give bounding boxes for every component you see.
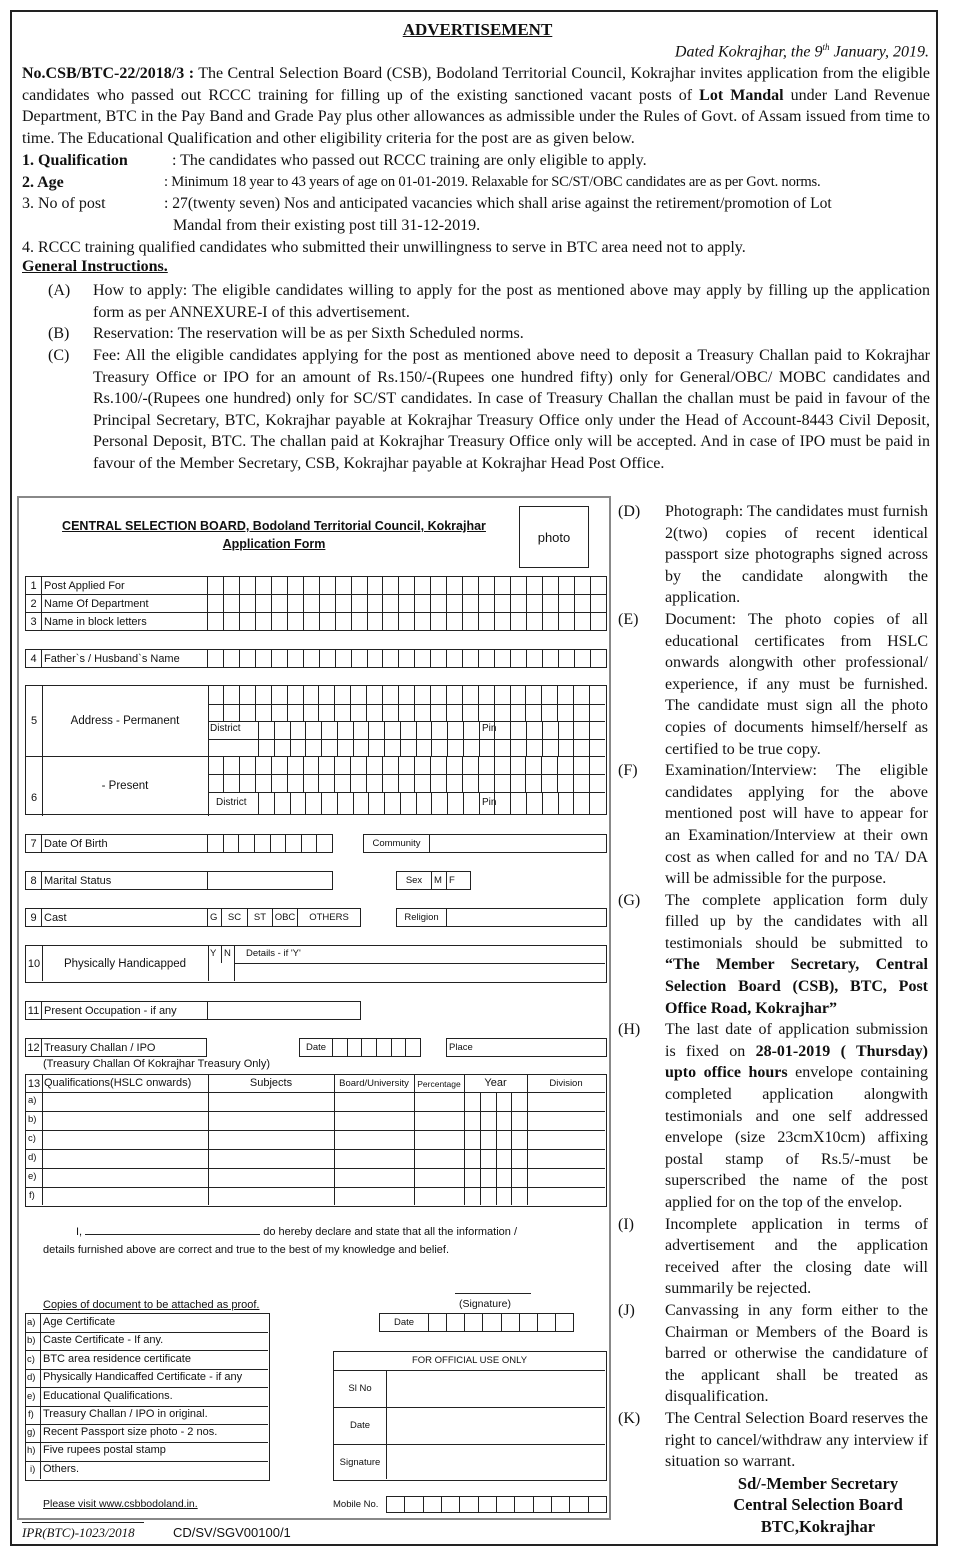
qual-row-c[interactable]: c) — [28, 1133, 36, 1144]
ph-yes-option[interactable]: Y — [210, 948, 217, 959]
instruction-h: (H) The last date of application submission is fixed on 28-01-2019 ( Thursday) upto office hours envelope containing completed application alongwith testimonials and one self addressed envelope (size 23cmX10cm) affixing postal stamp of Rs.5/-must be superscribed the name of the post applied for on the top of the envelop. — [618, 1021, 929, 1211]
field-marital-status[interactable]: 8 Marital Status — [25, 871, 333, 890]
instruction-i: (I) Incomplete application in terms of advertisement and the application received after the closing date will summarily be rejected. — [618, 1215, 928, 1298]
field-date-of-birth[interactable]: 7 Date Of Birth — [25, 834, 333, 853]
qualifications-table: 13 Qualifications(HSLC onwards) Subjects Board/University Percentage Year Division a) b) c) d) e) f) — [25, 1074, 607, 1207]
qual-row-e[interactable]: e) — [28, 1171, 37, 1182]
declarant-name-line[interactable] — [85, 1234, 260, 1235]
address-permanent-district-grid[interactable] — [258, 721, 605, 756]
criteria-age: 2. Age : Minimum 18 year to 43 years of age on 01-01-2019. Relaxable for SC/ST/OBC candidates are as per Govt. norms. — [22, 174, 821, 191]
instruction-d: (D) Photograph: The candidates must furnish 2(two) copies of recent identical passport size photographs signed across by the candidate alongwith the application. — [618, 503, 928, 607]
mobile-number-grid[interactable] — [386, 1496, 607, 1513]
sex-f-option[interactable]: F — [449, 875, 455, 886]
document-ph-certificate: Physically Handicaffed Certificate - if any — [43, 1371, 243, 1383]
qual-row-a[interactable]: a) — [28, 1095, 37, 1106]
challan-date[interactable]: Date — [299, 1038, 421, 1057]
field-treasury-challan[interactable]: 12 Treasury Challan / IPO — [25, 1038, 207, 1057]
general-instructions-heading: General Instructions. — [22, 258, 168, 275]
field-name-block-letters[interactable]: 3 Name in block letters — [25, 612, 607, 631]
official-use-box: FOR OFFICIAL USE ONLY Sl No Date Signature — [333, 1351, 607, 1481]
form-title: CENTRAL SELECTION BOARD, Bodoland Territorial Council, Kokrajhar Application Form — [62, 519, 486, 551]
advertisement-title: ADVERTISEMENT — [402, 20, 553, 39]
instruction-f: (F) Examination/Interview: The eligible candidates applying for the above mentioned post will have to appear for an Examination/Interview at their own cost as when called for and no TA/ DA will be admissible for the purpose. — [618, 762, 928, 888]
document-postal-stamp: Five rupees postal stamp — [43, 1444, 166, 1456]
instruction-e: (E) Document: The photo copies of all educational certificates from HSLC onwards alongwith other professional/ experience, if any must be furnished. The candidate must sign all the photo copies of documents himself/herself as certified to be true copy. — [618, 610, 928, 758]
address-present-label: - Present — [101, 780, 149, 792]
instruction-g: (G) The complete application form duly filled up by the candidates with all testimonials should be submitted to “The Member Secretary, Central Selection Board (CSB), BTC, Post Office Road, Kokrajhar” — [618, 891, 928, 1017]
declaration: I, do hereby declare and state that all the information / — [76, 1226, 517, 1238]
criteria-qualification: 1. Qualification : The candidates who passed out RCCC training are only eligible to apply. — [22, 152, 647, 169]
instruction-b: (B) Reservation: The reservation will be as per Sixth Scheduled norms. — [48, 325, 524, 342]
documents-list: a) Age Certificate b) Caste Certificate - If any. c) BTC area residence certificate d) Physically Handicaffed Certificate - if any e) Educational Qualifications. f) Treasury Challan / IPO in original. g) Recent Passport size photo - 2 nos. h) Five rupees postal stamp i) Others. — [25, 1313, 270, 1481]
char-grid[interactable] — [208, 650, 606, 667]
point-4: 4. RCCC training qualified candidates who submitted their unwillingness to serve in BTC area need not to apply. — [22, 239, 746, 256]
document-caste-certificate: Caste Certificate - If any. — [43, 1334, 164, 1346]
cast-option-others[interactable]: OTHERS — [309, 912, 349, 923]
footer-rule — [22, 1522, 144, 1523]
dob-grid[interactable] — [208, 835, 332, 852]
field-physically-handicapped: 10 Physically Handicapped Y N Details - if 'Y' — [25, 945, 607, 983]
cast-option-sc[interactable]: SC — [222, 909, 248, 926]
field-present-occupation[interactable]: 11 Present Occupation - if any — [25, 1001, 361, 1020]
document-age-certificate: Age Certificate — [43, 1316, 116, 1328]
instruction-c: (C) Fee: All the eligible candidates applying for the post as mentioned above need to deposit a Treasury Challan paid to Kokrajhar Treasury Office or IPO for an amount of Rs.150/-(Rupees one hundred fifty) only for General/OBC/ MOBC candidates and Rs.100/-(Rupees one hundred) only for SC/ST candidates. In case of Treasury Challan the challan must be paid in favour of the Principal Secretary, BTC, Kokrajhar payable at Kokrajhar Treasury Office only under the Head of Account-8443 Civil Deposit, Personal Deposit, BTC. The challan paid at Kokrajhar Treasury Office only will be accepted. And in case of IPO must be paid in favour of the Member Secretary, CSB, Kokrajhar payable at Kokrajhar Head Post Office. — [48, 347, 930, 472]
document-photo: Recent Passport size photo - 2 nos. — [43, 1426, 218, 1438]
address-present-grid[interactable] — [208, 756, 605, 792]
document-others: Others. — [43, 1463, 80, 1475]
field-sex[interactable]: Sex M F — [396, 871, 471, 890]
qual-row-d[interactable]: d) — [28, 1152, 37, 1163]
cast-option-obc[interactable]: OBC — [273, 909, 298, 926]
address-permanent-label: Address - Permanent — [70, 715, 180, 727]
cast-option-g[interactable]: G — [208, 909, 222, 926]
char-grid[interactable] — [208, 613, 606, 630]
mobile-label: Mobile No. — [333, 1499, 379, 1510]
field-religion[interactable]: Religion — [396, 908, 607, 927]
declaration-date[interactable]: Date — [379, 1313, 574, 1332]
qual-row-f[interactable]: f) — [29, 1190, 35, 1201]
field-community[interactable]: Community — [363, 834, 607, 853]
footer-ipr-code: IPR(BTC)-1023/2018 — [22, 1525, 135, 1540]
footer-cd-code: CD/SV/SGV00100/1 — [173, 1525, 291, 1540]
qual-row-b[interactable]: b) — [28, 1114, 37, 1125]
documents-heading: Copies of document to be attached as proof. — [43, 1299, 260, 1311]
address-block: 5 Address - Permanent 6 - Present District Pin District Pin — [25, 685, 607, 815]
signatory-block: Sd/-Member Secretary Central Selection Board BTC,Kokrajhar — [733, 1473, 903, 1536]
criteria-no-of-post: 3. No of post : 27(twenty seven) Nos and anticipated vacancies which shall arise against the retirement/promotion of Lot Mandal from their existing post till 31-12-2019. — [22, 195, 832, 234]
instruction-a: (A) How to apply: The eligible candidates willing to apply for the post as mentioned above may apply by filling up the application form as per ANNEXURE-I of this advertisement. — [48, 282, 930, 321]
field-father-husband-name[interactable]: 4 Father`s / Husband`s Name — [25, 649, 607, 668]
website-link[interactable]: Please visit www.csbbodoland.in. — [43, 1498, 198, 1510]
dated-line: Dated Kokrajhar, the 9th January, 2019. — [674, 42, 929, 61]
intro-paragraph: No.CSB/BTC-22/2018/3 : The Central Selection Board (CSB), Bodoland Territorial Council, Kokrajhar invites application from the eligible candidates who passed out RCCC training for filling up of the existing sanctioned vacant posts of Lot Mandal under Land Revenue Department, BTC in the Pay Band and Grade Pay plus other allowances as admissible under the Rules of Govt. of Assam issued from time to time. The Educational Qualification and other eligibility criteria for the post are as given below. — [22, 65, 931, 147]
signature-label: (Signature) — [459, 1298, 511, 1310]
right-instructions — [618, 501, 928, 1537]
char-grid[interactable] — [208, 595, 606, 612]
field-post-applied[interactable]: 1 Post Applied For — [25, 576, 607, 594]
sex-m-option[interactable]: M — [432, 872, 447, 889]
field-department[interactable]: 2 Name Of Department — [25, 594, 607, 612]
application-form: CENTRAL SELECTION BOARD, Bodoland Territorial Council, Kokrajhar Application Form photo 1 Post Applied For 2 Name Of Department 3 Name in block letters 4 Father`s / Husband`s Name 5 Address - Permanent 6 - Present District Pin District Pin 7 Date Of Birth Community 8 Marital Status Sex M F 9 Cast G SC ST OBC OTHERS Religion 10 Physically Handicapped Y N Details - if 'Y' 11 Present Occupation - if any 12 Treasury Challan / IPO Date Place (Treasury Challan Of Kokrajhar Treasury Only) 13 Qualifications(HSLC onwards) Subjects Board/University Percentage Year Division a) b) c) d) e) f) I, do hereby declare and state that all the information / details furnished above are correct and true to the best of my knowledge and belief. (Signature) Date Copies of document to be attached as proof. a) Age Certificate b) Caste Certificate - If any. c) BTC area residence certificate d) Physically Handicaffed Certificate - if any e) Educational Qualifications. f) Treasury Challan / IPO in original. g) Recent Passport size photo - 2 nos. h) Five rupees postal stamp i) Others. FOR OFFICIAL USE ONLY Sl No Date Signature Please visit www.csbbodoland.in. Mobile No. — [17, 496, 611, 1520]
challan-note: (Treasury Challan Of Kokrajhar Treasury Only) — [43, 1058, 270, 1070]
instruction-j: (J) Canvassing in any form either to the Chairman or Members of the Board is barred or otherwise the candidature of the applicant shall be treated as disqualification. — [618, 1301, 928, 1406]
document-btc-residence: BTC area residence certificate — [43, 1353, 191, 1365]
photo-box[interactable]: photo — [519, 506, 589, 568]
challan-place[interactable]: Place — [446, 1038, 607, 1057]
field-cast[interactable]: 9 Cast G SC ST OBC OTHERS — [25, 908, 361, 927]
cast-option-st[interactable]: ST — [248, 909, 273, 926]
instruction-k: (K) The Central Selection Board reserves the right to cancel/withdraw any interview if situation so warrant. — [618, 1409, 928, 1471]
char-grid[interactable] — [208, 577, 606, 594]
address-permanent-grid[interactable] — [208, 686, 605, 721]
ph-no-option[interactable]: N — [224, 948, 231, 959]
document-treasury-challan: Treasury Challan / IPO in original. — [43, 1408, 208, 1420]
document-educational: Educational Qualifications. — [43, 1390, 173, 1402]
address-present-district-grid[interactable] — [258, 792, 605, 814]
